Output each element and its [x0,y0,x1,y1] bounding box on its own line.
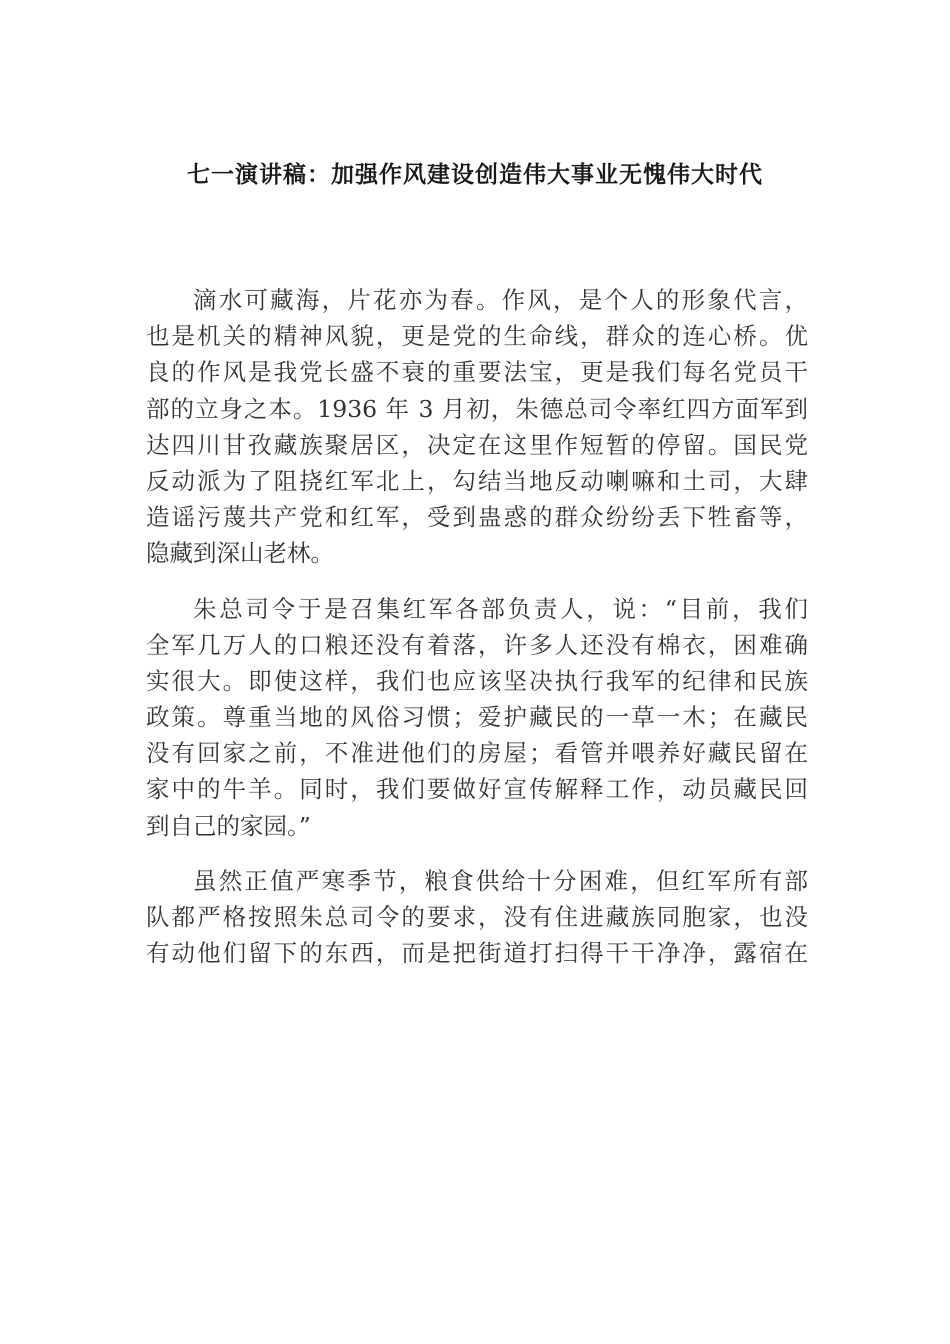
text-line: 实很大。即使这样，我们也应该坚决执行我军的纪律和民族 [146,666,808,695]
text-line: 反动派为了阻挠红军北上，勾结当地反动喇嘛和土司，大肆 [146,466,808,495]
text-line: 政策。尊重当地的风俗习惯；爱护藏民的一草一木；在藏民 [146,703,808,732]
text-line: 全军几万人的口粮还没有着落，许多人还没有棉衣，困难确 [146,630,808,659]
text-line: 良的作风是我党长盛不衰的重要法宝，更是我们每名党员干 [146,358,808,387]
text-line: 部的立身之本。1936 年 3 月初，朱德总司令率红四方面军到 [146,394,808,423]
text-line: 有动他们留下的东西，而是把街道打扫得干干净净，露宿在 [146,939,808,968]
text-line: 造谣污蔑共产党和红军，受到蛊惑的群众纷纷丢下牲畜等， [146,503,808,532]
paragraph-1 [146,282,808,572]
text-line: 家中的牛羊。同时，我们要做好宣传解释工作，动员藏民回 [146,775,808,804]
paragraph-3 [146,863,808,972]
text-line: 队都严格按照朱总司令的要求，没有住进藏族同胞家，也没 [146,903,808,931]
document-title: 七一演讲稿：加强作风建设创造伟大事业无愧伟大时代 [187,162,763,188]
document-body [146,282,808,990]
text-line: 也是机关的精神风貌，更是党的生命线，群众的连心桥。优 [146,322,808,351]
text-line: 虽然正值严寒季节，粮食供给十分困难，但红军所有部 [193,866,808,895]
text-line: 达四川甘孜藏族聚居区，决定在这里作短暂的停留。国民党 [146,430,808,459]
text-line: 没有回家之前，不准进他们的房屋；看管并喂养好藏民留在 [146,739,808,768]
text-line: 隐藏到深山老林。 [146,539,334,568]
text-line: 滴水可藏海，片花亦为春。作风，是个人的形象代言， [193,286,808,314]
text-line: 朱总司令于是召集红军各部负责人，说：“目前，我们 [193,594,808,623]
text-line: 到自己的家园。” [146,811,311,840]
paragraph-2 [146,591,808,844]
